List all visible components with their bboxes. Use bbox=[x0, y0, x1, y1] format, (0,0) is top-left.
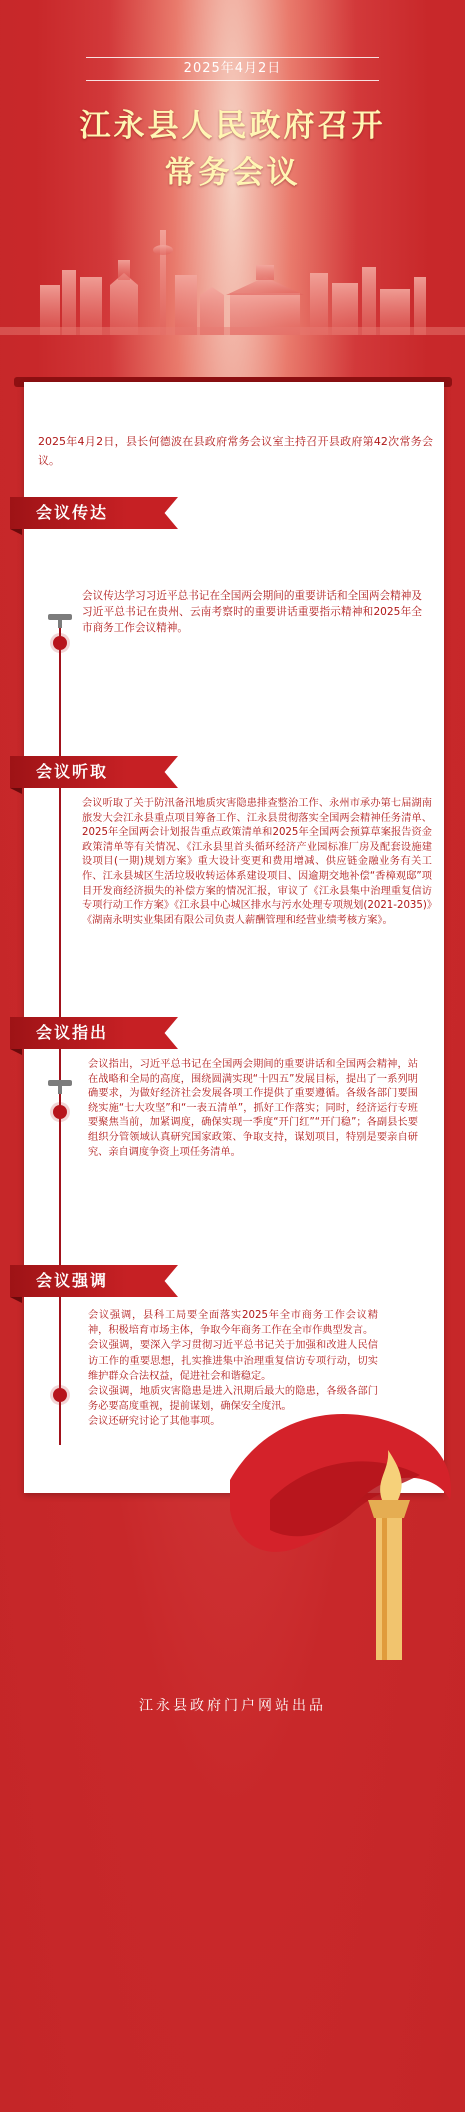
date-bottom-rule bbox=[86, 80, 379, 81]
timeline-pin-stem bbox=[58, 1084, 62, 1094]
section-body-heard: 会议听取了关于防汛备汛地质灾害隐患排查整治工作、永州市承办第七届湖南旅发大会江永县重点项目筹备工作、江永县贯彻落实全国两会精神任务清单、2025年全国两会计划报告重点政策清单和2025年全国两会预算草案报告资金政策清单等有关情况、《江永县里首头循环经济产业园标准厂房及配套设施建设项目(一期)规划方案》重大设计变更和费用增减、供应链金融业务有关工作、江永县城区生活垃圾收转运体系建设项目、因逾期交地补偿“香樟观邸”项目开发商经济损失的补偿方案的情况汇报，审议了《江永县集中治理重复信访专项行动工作方案》《江永县中心城区排水与污水处理专项规划(2021-2035)》《湖南永明实业集团有限公司负责人薪酬管理和经营业绩考核方案》。 bbox=[82, 798, 432, 926]
intro-paragraph: 2025年4月2日，县长何德波在县政府常务会议室主持召开县政府第42次常务会议。 bbox=[38, 435, 433, 467]
meeting-date: 2025年4月2日 bbox=[183, 61, 282, 76]
section-heading-emphasized: 会议强调 bbox=[36, 1271, 109, 1290]
ribbon-fold bbox=[10, 788, 22, 794]
timeline-dot bbox=[53, 1105, 67, 1119]
header-banner bbox=[0, 0, 465, 370]
page-title-line2: 常务会议 bbox=[164, 155, 301, 191]
ribbon-fold bbox=[10, 529, 22, 535]
section-heading-pointed: 会议指出 bbox=[36, 1023, 109, 1042]
section-body-transmit: 会议传达学习习近平总书记在全国两会期间的重要讲话和全国两会精神及习近平总书记在贵州、云南考察时的重要讲话重要指示精神和2025年全市商务工作会议精神。 bbox=[82, 590, 422, 634]
section-heading-transmit: 会议传达 bbox=[36, 503, 109, 522]
ribbon-fold bbox=[10, 1297, 22, 1303]
page-title-line1: 江永县人民政府召开 bbox=[79, 108, 386, 144]
timeline-pin-stem bbox=[58, 618, 62, 628]
ribbon-fold bbox=[10, 1049, 22, 1055]
section-body-pointed: 会议指出，习近平总书记在全国两会期间的重要讲话和全国两会精神，站在战略和全局的高度，围绕圆满实现“十四五”发展目标，提出了一系列明确要求，为做好经济社会发展各项工作提供了重要遵循。各级各部门要围绕实施“七大攻坚”和“一表五清单”，抓好工作落实；同时，经济运行专班要聚焦当前，加紧调度，确保实现一季度“开门红”“开门稳”；各副县长要组织分管领域认真研究国家政策、争取支持，谋划项目，特别是要亲自研究、亲自调度争资上项任务清单。 bbox=[88, 1059, 418, 1158]
section-heading-heard: 会议听取 bbox=[36, 762, 109, 781]
footer-credit: 江永县政府门户网站出品 bbox=[139, 1698, 326, 1714]
timeline-dot bbox=[53, 636, 67, 650]
red-flag-torch-decoration bbox=[210, 1390, 465, 1660]
timeline-dot bbox=[53, 1388, 67, 1402]
section-body-emphasized: 会议强调，县科工局要全面落实2025年全市商务工作会议精神，积极培育市场主体，争取今年商务工作在全市作典型发言。 会议强调，要深入学习贯彻习近平总书记关于加强和改进人民信访工作的重要思想，扎实推进集中治理重复信访专项行动，切实维护群众合法权益，促进社会和谐稳定。 会议强调，地质灾害隐患是进入汛期后最大的隐患，各级各部门务必要高度重视，提前谋划，确保安全度汛。 会议还研究讨论了其他事项。 bbox=[88, 1310, 378, 1428]
city-skyline-illustration bbox=[0, 215, 465, 335]
